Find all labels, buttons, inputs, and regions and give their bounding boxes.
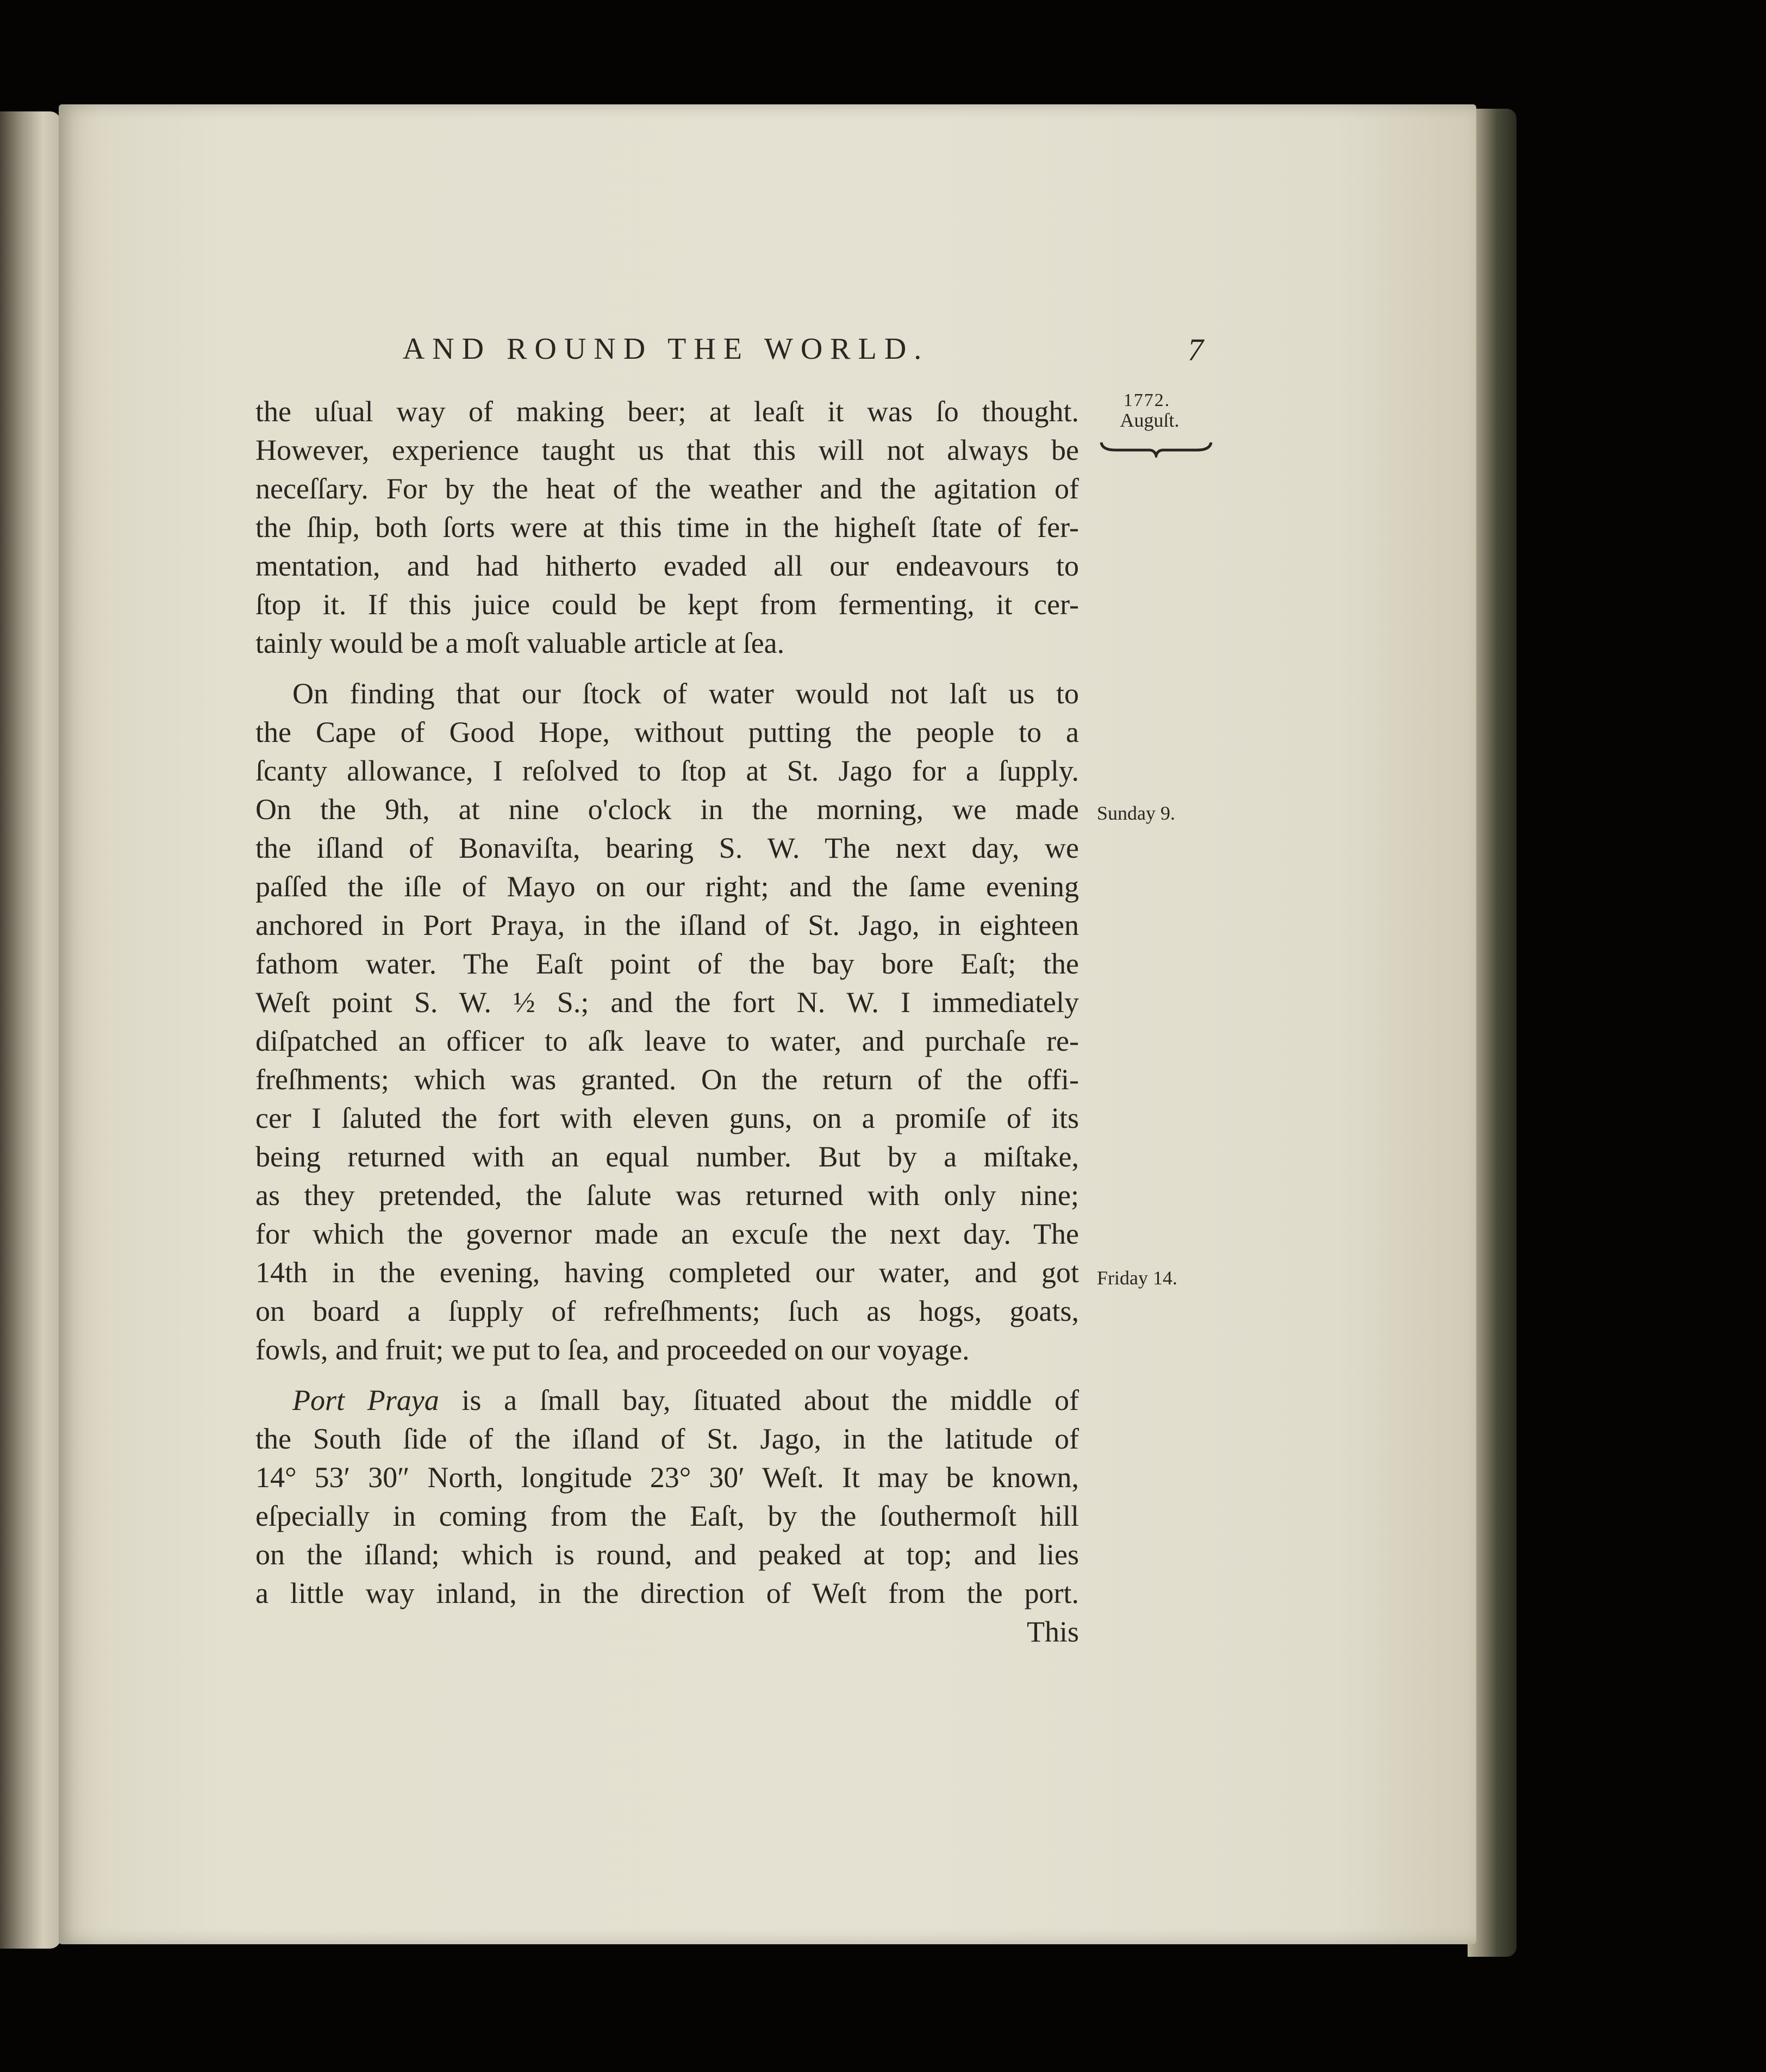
text-line: anchored in Port Praya, in the iſland of St. Jago, in eighteen: [255, 909, 1079, 941]
text-line: cer I ſaluted the fort with eleven guns, on a promiſe of its: [255, 1102, 1079, 1134]
text-line: tainly would be a moſt valuable article at ſea.: [255, 627, 785, 659]
text-line: 14° 53′ 30″ North, longitude 23° 30′ Weſt. It may be known,: [255, 1461, 1079, 1494]
margin-note-month: Auguſt.: [1120, 409, 1180, 431]
text-line: However, experience taught us that this will not always be: [255, 434, 1079, 466]
paragraph-2: [255, 675, 1079, 1369]
margin-note-sunday: Sunday 9.: [1097, 802, 1175, 824]
text-line: the uſual way of making beer; at leaſt it was ſo thought.: [255, 395, 1079, 428]
text-line: on the iſland; which is round, and peaked at top; and lies: [255, 1538, 1079, 1571]
text-line: 14th in the evening, having completed our water, and got: [255, 1256, 1079, 1289]
text-line: On the 9th, at nine o'clock in the morning, we made: [255, 793, 1079, 826]
text-line: on board a ſupply of refreſhments; ſuch as hogs, goats,: [255, 1295, 1079, 1327]
catchword: This: [1026, 1615, 1079, 1648]
text-line: the ſhip, both ſorts were at this time in the higheſt ſtate of fer-: [255, 511, 1079, 544]
text-line: the South ſide of the iſland of St. Jago, in the latitude of: [255, 1422, 1079, 1455]
text-line: On finding that our ſtock of water would not laſt us to: [292, 677, 1079, 710]
left-page-edge: [0, 111, 61, 1949]
text-line: Weſt point S. W. ½ S.; and the fort N. W. I immediately: [255, 986, 1079, 1019]
text-line: a little way inland, in the direction of Weſt from the port.: [255, 1577, 1079, 1609]
text-line: ſcanty allowance, I reſolved to ſtop at St. Jago for a ſupply.: [255, 754, 1079, 787]
text-line: being returned with an equal number. But by a miſtake,: [255, 1140, 1079, 1173]
text-line: diſpatched an officer to aſk leave to water, and purchaſe re-: [255, 1025, 1079, 1057]
text-line: neceſſary. For by the heat of the weather and the agitation of: [255, 472, 1079, 505]
text-line: fathom water. The Eaſt point of the bay bore Eaſt; the: [255, 947, 1079, 980]
text-line: eſpecially in coming from the Eaſt, by the ſouthermoſt hill: [255, 1500, 1079, 1532]
text-line: mentation, and had hitherto evaded all our endeavours to: [255, 550, 1079, 582]
margin-note-friday: Friday 14.: [1097, 1267, 1177, 1289]
text-line: the Cape of Good Hope, without putting the people to a: [255, 716, 1079, 748]
paragraph-3: [255, 1381, 1079, 1613]
text-line: ſtop it. If this juice could be kept from fermenting, it cer-: [255, 588, 1079, 621]
text-line: fowls, and fruit; we put to ſea, and proceeded on our voyage.: [255, 1333, 970, 1366]
page-number: 7: [1188, 332, 1203, 367]
text-line: for which the governor made an excuſe the next day. The: [255, 1218, 1079, 1250]
text-line: the iſland of Bonaviſta, bearing S. W. The next day, we: [255, 832, 1079, 864]
margin-brace-icon: [1099, 440, 1213, 458]
text-line: freſhments; which was granted. On the return of the offi-: [255, 1063, 1079, 1096]
italic-place-name: Port Praya: [292, 1384, 439, 1416]
text-line: paſſed the iſle of Mayo on our right; and the ſame evening: [255, 870, 1079, 903]
body-text: [255, 392, 1079, 1651]
running-title: AND ROUND THE WORLD.: [402, 332, 929, 366]
margin-note-year: 1772.: [1123, 390, 1171, 410]
text-line: Port Praya is a ſmall bay, ſituated about the middle of: [292, 1384, 1079, 1416]
text-line: as they pretended, the ſalute was returned with only nine;: [255, 1179, 1079, 1212]
paragraph-1: [255, 392, 1079, 663]
